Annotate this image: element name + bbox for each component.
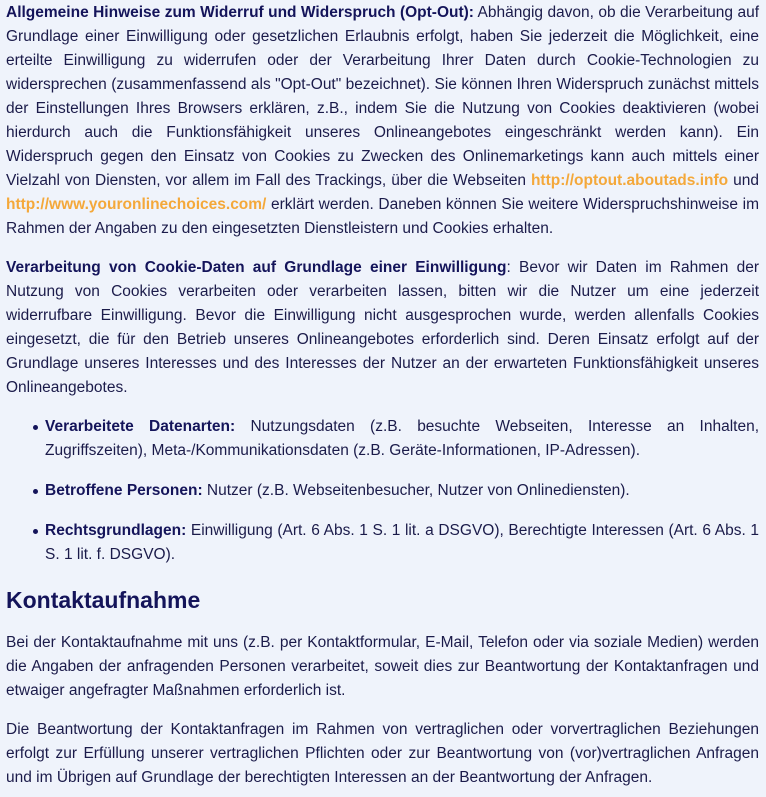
list-item-data-types [45,415,759,463]
consent-text: : Bevor wir Daten im Rahmen der Nutzung von Cookies verarbeiten oder verarbeiten lassen, bitten wir die Nutzer um eine jederzeit widerrufbare Einwilligung. Bevor die Einwilligung nicht ausgesprochen wurde, werden allenfalls Cookies eingesetzt, die für den Betrieb unseres Onlineangebotes erforderlich sind. Deren Einsatz erfolgt auf der Grundlage unseres Interesses und des Interesses der Nutzer an der erwarteten Funktionsfähigkeit unseres Onlineangebotes. [6,259,759,396]
list-item-text: Nutzer (z.B. Webseitenbesucher, Nutzer von Onlinediensten). [202,482,630,499]
youronlinechoices-link[interactable]: http://www.youronlinechoices.com/ [6,196,267,213]
contact-section-title: Kontaktaufnahme [6,587,201,613]
consent-heading: Verarbeitung von Cookie-Daten auf Grundlage einer Einwilligung [6,259,507,276]
optout-heading: Allgemeine Hinweise zum Widerruf und Widerspruch (Opt-Out): [6,4,474,21]
consent-details-list [6,415,759,567]
list-item-text: Nutzungsdaten (z.B. besuchte Webseiten, Interesse an Inhalten, Zugriffszeiten), Meta-/Kommunikationsdaten (z.B. Geräte-Informationen, IP-Adressen). [45,418,759,459]
contact-paragraph-1: Bei der Kontaktaufnahme mit uns (z.B. per Kontaktformular, E-Mail, Telefon oder via soziale Medien) werden die Angaben der anfragenden Personen verarbeitet, soweit dies zur Beantwortung der Kontaktanfragen und etwaiger angefragter Maßnahmen erforderlich ist. [6,634,759,699]
list-item-label: Verarbeitete Datenarten: [45,418,236,435]
optout-text-1: Abhängig davon, ob die Verarbeitung auf Grundlage einer Einwilligung oder gesetzlichen Erlaubnis erfolgt, haben Sie jederzeit die Möglichkeit, eine erteilte Einwilligung zu widerrufen oder der Verarbeitung Ihrer Daten durch Cookie-Technologien zu widersprechen (zusammenfassend als "Opt-Out" bezeichnet). Sie können Ihren Widerspruch zunächst mittels der Einstellungen Ihres Browsers erklären, z.B., indem Sie die Nutzung von Cookies deaktivieren (wobei hierdurch auch die Funktionsfähigkeit unseres Onlineangebotes eingeschränkt werden kann). Ein Widerspruch gegen den Einsatz von Cookies zu Zwecken des Onlinemarketings kann auch mittels einer Vielzahl von Diensten, vor allem im Fall des Trackings, über die Webseiten [6,4,759,189]
contact-paragraph-2: Die Beantwortung der Kontaktanfragen im Rahmen von vertraglichen oder vorvertraglichen Beziehungen erfolgt zur Erfüllung unserer vertraglichen Pflichten oder zur Beantwortung von (vor)vertraglichen Anfragen und im Übrigen auf Grundlage der berechtigten Interessen an der Beantwortung der Anfragen. [6,721,759,786]
list-item-label: Betroffene Personen: [45,482,203,499]
list-item-label: Rechtsgrundlagen: [45,522,187,539]
optout-text-2: und [728,172,759,189]
aboutads-link[interactable]: http://optout.aboutads.info [530,172,729,189]
list-item-legal-basis [45,519,759,567]
optout-text-3: erklärt werden. Daneben können Sie weitere Widerspruchshinweise im Rahmen der Angaben zu den eingesetzten Dienstleistern und Cookies erhalten. [6,196,759,237]
privacy-policy-content [0,1,766,790]
list-item-affected-persons [45,479,759,503]
list-item-text: Einwilligung (Art. 6 Abs. 1 S. 1 lit. a DSGVO), Berechtigte Interessen (Art. 6 Abs. 1 S. 1 lit. f. DSGVO). [45,522,759,563]
optout-paragraph [6,1,759,241]
consent-paragraph [6,256,759,400]
